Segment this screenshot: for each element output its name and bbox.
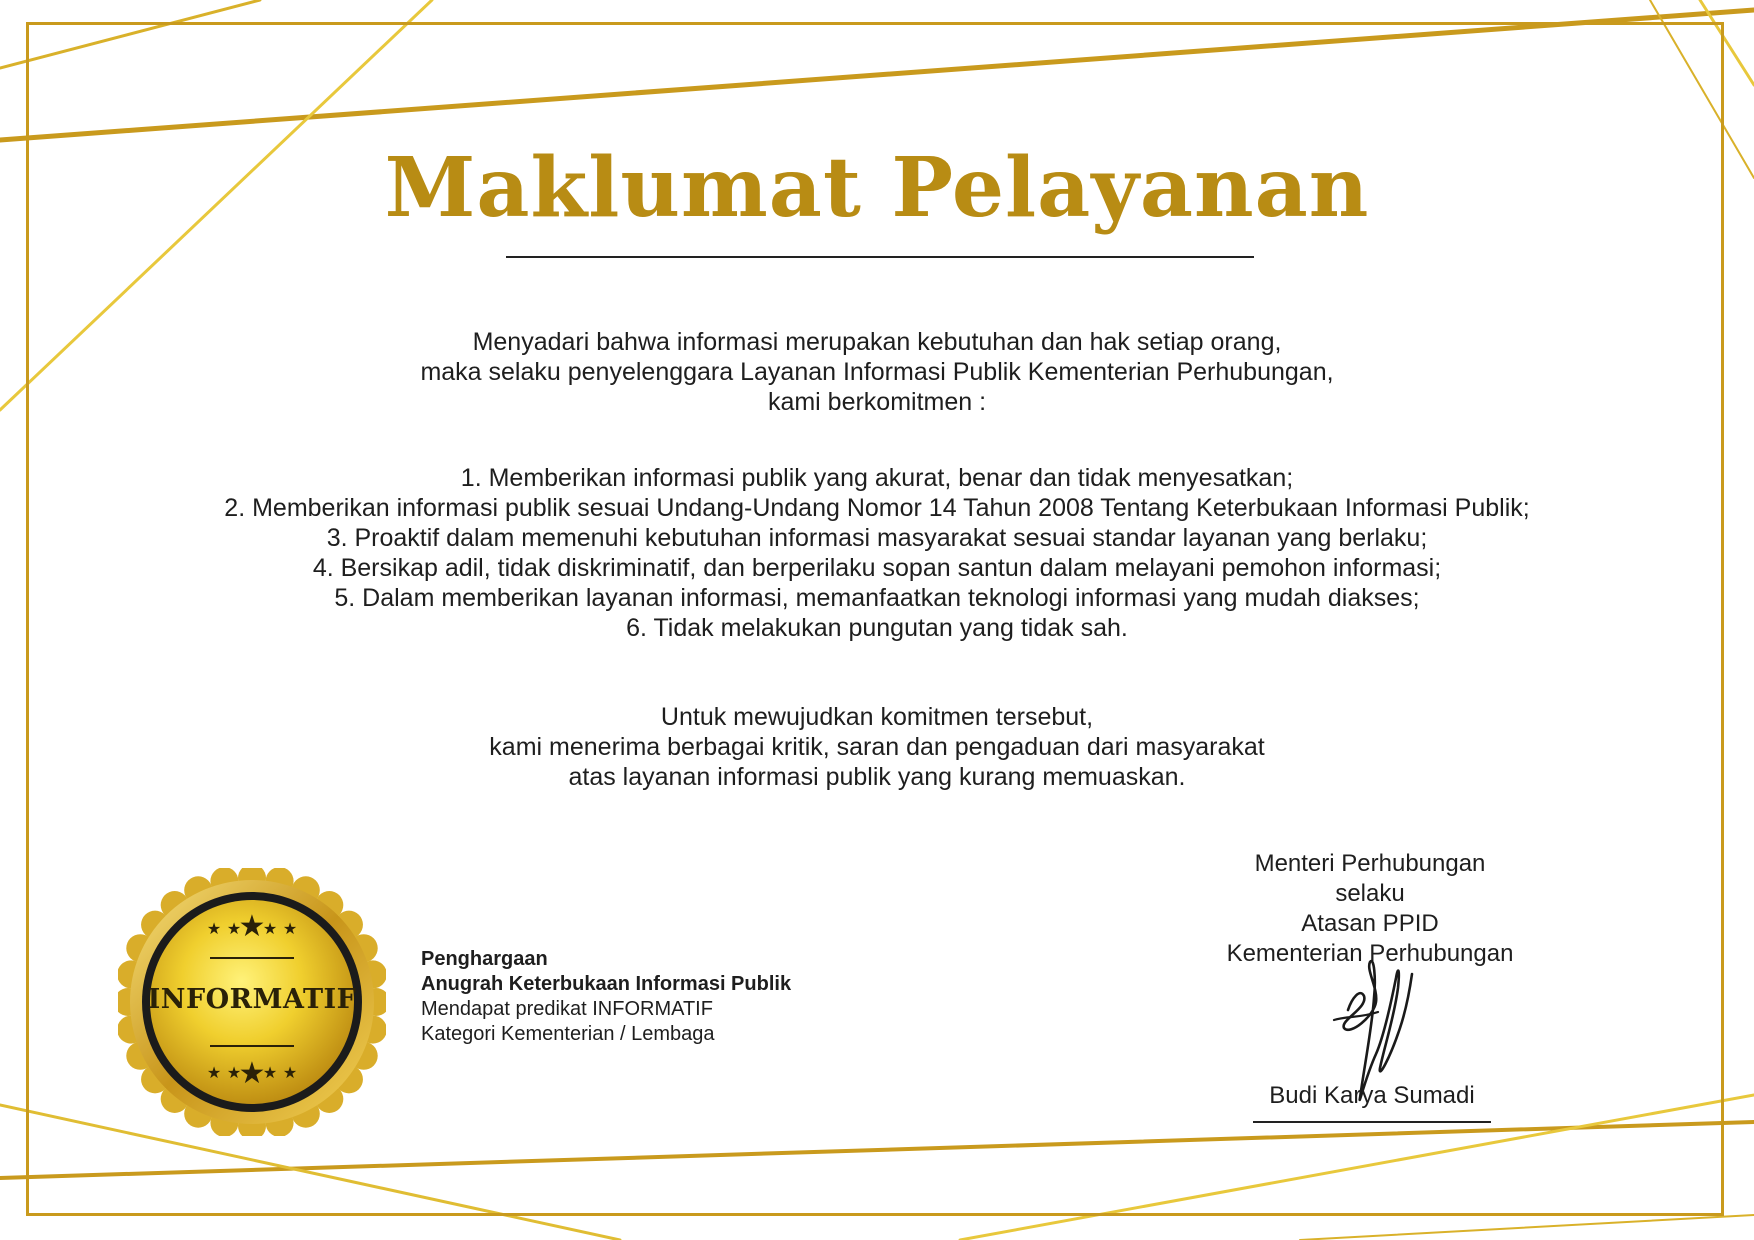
- svg-text:★: ★: [238, 909, 266, 944]
- svg-text:★: ★: [282, 1063, 298, 1082]
- commitment-item: 4. Bersikap adil, tidak diskriminatif, dan berperilaku sopan santun dalam melayani pemohon informasi;: [312, 554, 1442, 582]
- svg-text:★: ★: [282, 919, 298, 938]
- signature-line: [1253, 1121, 1491, 1123]
- signatory-line: selaku: [1335, 880, 1405, 907]
- svg-text:★: ★: [206, 1063, 222, 1082]
- svg-text:★: ★: [262, 919, 278, 938]
- intro-line: maka selaku penyelenggara Layanan Informasi Publik Kementerian Perhubungan,: [420, 358, 1334, 386]
- award-predicate: Mendapat predikat INFORMATIF: [421, 998, 713, 1020]
- signatory-block: [1170, 849, 1570, 969]
- intro-line: Menyadari bahwa informasi merupakan kebutuhan dan hak setiap orang,: [472, 328, 1282, 356]
- commitment-item: 3. Proaktif dalam memenuhi kebutuhan informasi masyarakat sesuai standar layanan yang berlaku;: [326, 524, 1428, 552]
- commitment-list: [0, 463, 1754, 643]
- document-title: Maklumat Pelayanan: [384, 140, 1370, 236]
- closing-line: kami menerima berbagai kritik, saran dan pengaduan dari masyarakat: [489, 733, 1265, 761]
- seal-label: INFORMATIF: [147, 984, 357, 1015]
- signatory-line: Atasan PPID: [1301, 910, 1439, 937]
- commitment-item: 5. Dalam memberikan layanan informasi, memanfaatkan teknologi informasi yang mudah diakses;: [334, 584, 1420, 612]
- svg-text:★: ★: [226, 1063, 242, 1082]
- award-caption: [421, 947, 791, 1047]
- closing-paragraph: [0, 702, 1754, 792]
- closing-line: Untuk mewujudkan komitmen tersebut,: [660, 703, 1094, 731]
- commitment-item: 2. Memberikan informasi publik sesuai Undang-Undang Nomor 14 Tahun 2008 Tentang Keterbukaan Informasi Publik;: [224, 494, 1530, 522]
- svg-text:★: ★: [226, 919, 242, 938]
- signatory-line: Kementerian Perhubungan: [1226, 940, 1514, 967]
- svg-text:★: ★: [206, 919, 222, 938]
- award-name: Anugrah Keterbukaan Informasi Publik: [421, 973, 792, 995]
- signatory-line: Menteri Perhubungan: [1254, 850, 1486, 877]
- closing-line: atas layanan informasi publik yang kurang memuaskan.: [568, 763, 1186, 791]
- award-category: Kategori Kementerian / Lembaga: [421, 1023, 715, 1045]
- commitment-item: 6. Tidak melakukan pungutan yang tidak sah.: [626, 614, 1128, 642]
- commitment-item: 1. Memberikan informasi publik yang akurat, benar dan tidak menyesatkan;: [460, 464, 1294, 492]
- award-heading: Penghargaan: [421, 948, 548, 970]
- svg-text:★: ★: [262, 1063, 278, 1082]
- title-underline: [506, 256, 1254, 258]
- svg-text:★: ★: [238, 1056, 266, 1091]
- intro-paragraph: [0, 327, 1754, 417]
- intro-line: kami berkomitmen :: [767, 388, 987, 416]
- signatory-name: Budi Karya Sumadi: [1269, 1082, 1475, 1109]
